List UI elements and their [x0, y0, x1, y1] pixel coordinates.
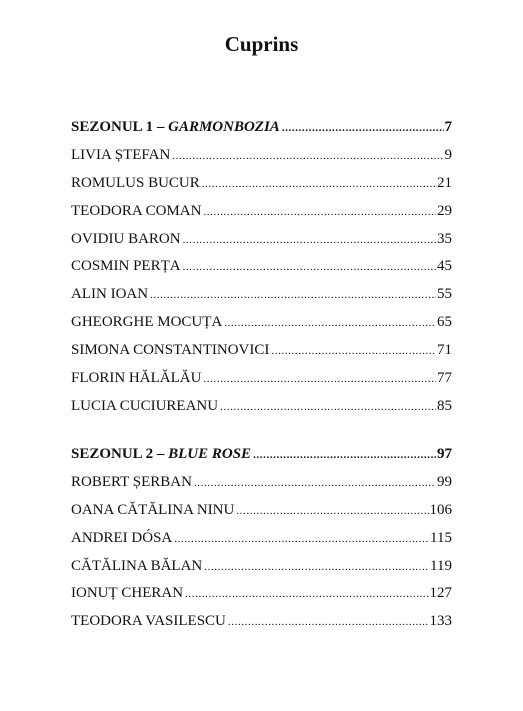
- section-heading-page: 97: [437, 446, 452, 462]
- toc-entry-name: SIMONA CONSTANTINOVICI: [71, 342, 270, 359]
- toc-entry[interactable]: [71, 147, 452, 175]
- toc-entry[interactable]: [71, 314, 452, 342]
- toc-entry-page: 119: [430, 557, 452, 574]
- toc-entry-page: 9: [444, 146, 452, 163]
- toc-entry[interactable]: [71, 286, 452, 314]
- toc-entry-page: 29: [437, 202, 452, 219]
- toc-entry[interactable]: [71, 231, 452, 259]
- dot-leader: [174, 533, 429, 545]
- toc-entry-name: OANA CĂTĂLINA NINU: [71, 501, 235, 518]
- toc-entry-name: LUCIA CUCIUREANU: [71, 397, 219, 414]
- toc-entry[interactable]: [71, 258, 452, 286]
- toc-entry-page: 71: [437, 342, 452, 359]
- section-heading-prefix: SEZONUL 1 –: [71, 119, 169, 135]
- page-title: Cuprins: [224, 32, 299, 56]
- section-heading-label: [71, 119, 280, 136]
- dot-leader: [271, 345, 436, 357]
- toc-entry-page: 21: [437, 174, 452, 191]
- toc-entry[interactable]: [71, 585, 452, 613]
- toc-entry[interactable]: [71, 398, 452, 426]
- toc-entry-page: 65: [437, 314, 452, 331]
- toc-section-heading[interactable]: [71, 119, 452, 147]
- toc-entry[interactable]: [71, 502, 452, 530]
- dot-leader: [204, 561, 429, 573]
- dot-leader: [236, 505, 428, 517]
- toc-entry-name: TEODORA VASILESCU: [71, 613, 226, 630]
- section-heading-name: GARMONBOZIA: [168, 119, 280, 135]
- toc-section-2: [71, 446, 452, 641]
- toc-entry-name: LIVIA ȘTEFAN: [71, 146, 171, 163]
- toc-entry[interactable]: [71, 203, 452, 231]
- dot-leader: [172, 150, 443, 162]
- toc-entry-page: 85: [437, 397, 452, 414]
- toc-entry-page: 55: [437, 286, 452, 303]
- dot-leader: [220, 401, 436, 413]
- toc-entry[interactable]: [71, 558, 452, 586]
- toc-entry[interactable]: [71, 530, 452, 558]
- toc-entry-name: COSMIN PERȚA: [71, 258, 181, 275]
- dot-leader: [150, 289, 436, 301]
- dot-leader: [282, 122, 444, 134]
- toc-entry[interactable]: [71, 370, 452, 398]
- toc-entry-page: 45: [437, 258, 452, 275]
- toc-entry[interactable]: [71, 474, 452, 502]
- dot-leader: [183, 261, 436, 273]
- section-heading-name: BLUE ROSE: [168, 446, 252, 462]
- toc-entry[interactable]: [71, 342, 452, 370]
- dot-leader: [253, 449, 436, 461]
- toc-entry-name: ROMULUS BUCUR: [71, 174, 200, 191]
- toc-entry-page: 133: [429, 613, 452, 630]
- toc-entry-page: 106: [429, 501, 452, 518]
- toc-section-heading[interactable]: [71, 446, 452, 474]
- toc-entry-name: ANDREI DÓSA: [71, 529, 173, 546]
- toc-section-1: [71, 119, 452, 426]
- toc-entry[interactable]: [71, 613, 452, 641]
- dot-leader: [228, 616, 429, 628]
- toc-entry-name: OVIDIU BARON: [71, 230, 181, 247]
- toc-entry-name: CĂTĂLINA BĂLAN: [71, 557, 203, 574]
- toc-entry-name: IONUȚ CHERAN: [71, 585, 184, 602]
- dot-leader: [224, 317, 436, 329]
- toc-entry-name: ALIN IOAN: [71, 286, 149, 303]
- dot-leader: [194, 477, 436, 489]
- toc-entry-page: 99: [437, 473, 452, 490]
- toc-entry[interactable]: [71, 175, 452, 203]
- section-heading-label: [71, 446, 251, 463]
- dot-leader: [183, 234, 436, 246]
- toc-entry-name: GHEORGHE MOCUȚA: [71, 314, 223, 331]
- toc-entry-page: 115: [430, 529, 452, 546]
- toc-entry-name: ROBERT ȘERBAN: [71, 473, 192, 490]
- dot-leader: [185, 588, 428, 600]
- dot-leader: [203, 373, 436, 385]
- toc-entry-page: 35: [437, 230, 452, 247]
- toc-entry-name: TEODORA COMAN: [71, 202, 202, 219]
- toc-entry-page: 77: [437, 370, 452, 387]
- toc-entry-page: 127: [429, 585, 452, 602]
- section-heading-prefix: SEZONUL 2 –: [71, 446, 169, 462]
- section-heading-page: 7: [444, 119, 452, 135]
- dot-leader: [202, 178, 436, 190]
- toc-entry-name: FLORIN HĂLĂLĂU: [71, 370, 202, 387]
- dot-leader: [203, 206, 436, 218]
